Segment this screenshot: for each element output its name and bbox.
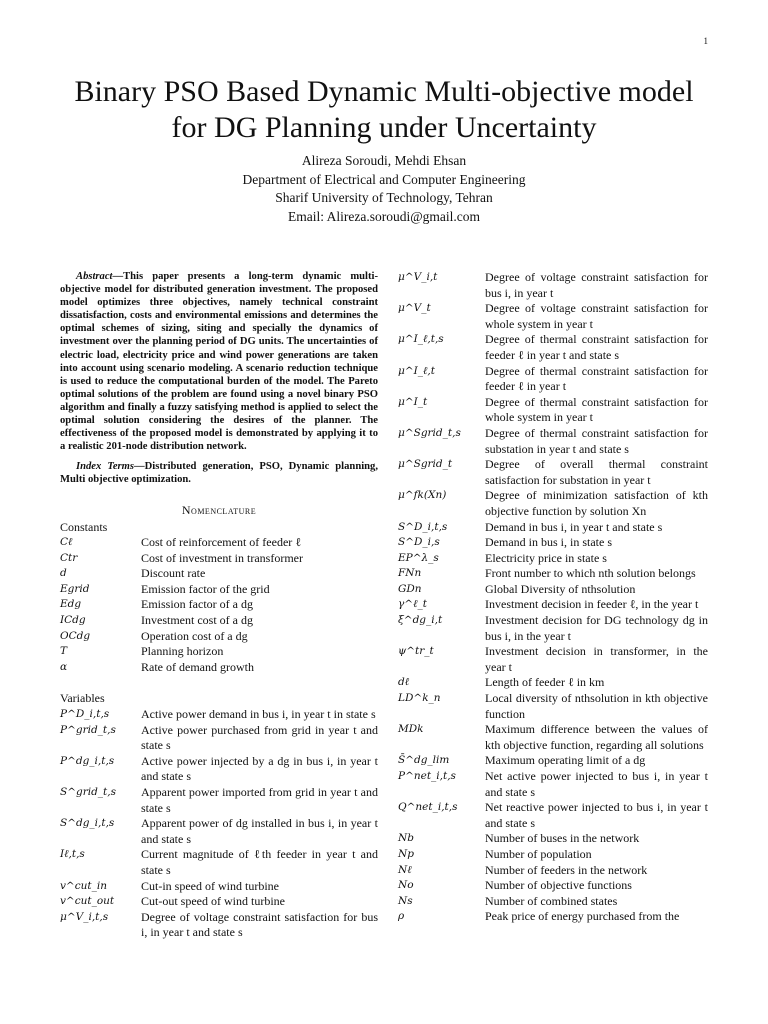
nomenclature-symbol: Iℓ,t,s bbox=[60, 848, 85, 861]
index-terms-text: —Distributed generation, PSO, Dynamic planning, Multi objective optimization. bbox=[60, 461, 378, 486]
nomenclature-description: Apparent power of dg installed in bus i, in year t and state s bbox=[141, 816, 378, 846]
nomenclature-symbol: P^D_i,t,s bbox=[60, 708, 110, 721]
nomenclature-symbol: μ^I_t bbox=[398, 395, 428, 408]
abstract-label: Abstract bbox=[76, 271, 113, 282]
nomenclature-description: Rate of demand growth bbox=[141, 659, 254, 674]
right-nomenclature-list bbox=[398, 270, 708, 925]
nomenclature-description: Investment decision for DG technology dg in bus i, in the year t bbox=[485, 613, 708, 643]
nomenclature-entry bbox=[398, 894, 708, 910]
nomenclature-description: Demand in bus i, in state s bbox=[485, 535, 612, 550]
nomenclature-entry bbox=[398, 270, 708, 301]
nomenclature-entry bbox=[398, 488, 708, 519]
nomenclature-description: Number of population bbox=[485, 846, 592, 861]
nomenclature-description: Degree of voltage constraint satisfaction for whole system in year t bbox=[485, 301, 708, 331]
nomenclature-entry bbox=[60, 660, 378, 676]
nomenclature-description: Cost of reinforcement of feeder ℓ bbox=[141, 535, 302, 550]
nomenclature-entry bbox=[398, 769, 708, 800]
nomenclature-symbol: dℓ bbox=[398, 676, 410, 689]
nomenclature-symbol: v^cut_in bbox=[60, 879, 107, 892]
nomenclature-entry bbox=[398, 847, 708, 863]
constants-list bbox=[60, 535, 378, 675]
nomenclature-description: Net reactive power injected to bus i, in year t and state s bbox=[485, 800, 708, 830]
right-column bbox=[398, 270, 708, 925]
author-email: Email: Alireza.soroudi@gmail.com bbox=[287, 208, 480, 224]
nomenclature-entry bbox=[60, 910, 378, 941]
nomenclature-description: Cut-out speed of wind turbine bbox=[141, 894, 285, 909]
abstract-text: —This paper presents a long-term dynamic multi-objective model for distributed generation investment. The proposed model optimizes three objectives, namely technical constraint dissatisfaction, costs and environmental emissions and determines the optimal schemes of sizing, siting and specially the dynamics of investment over the planning period of DG units. The uncertainties of electric load, electricity price and wind power generations are taken into account using scenario modeling. A scenario reduction technique is used to reduce the computational burden of the model. The Pareto optimal solutions of the problem are found using a novel binary PSO algorithm and finally a fuzzy satisfying method is applied to select the optimal solution considering the desires of the planner. The effectiveness of the proposed model is demonstrated by applying it to a realistic 201-node distribution network. bbox=[60, 271, 378, 453]
nomenclature-symbol: α bbox=[60, 660, 68, 673]
constants-heading: Constants bbox=[60, 519, 108, 534]
nomenclature-description: Peak price of energy purchased from the bbox=[485, 909, 680, 924]
nomenclature-symbol: μ^fk(Xn) bbox=[398, 489, 447, 502]
nomenclature-symbol: Q^net_i,t,s bbox=[398, 801, 458, 814]
nomenclature-description: Degree of thermal constraint satisfaction for feeder ℓ in year t and state s bbox=[485, 332, 708, 362]
nomenclature-entry bbox=[398, 582, 708, 598]
nomenclature-description: Investment decision in transformer, in the year t bbox=[485, 644, 708, 674]
nomenclature-description: Discount rate bbox=[141, 566, 206, 581]
nomenclature-description: Global Diversity of nthsolution bbox=[485, 581, 636, 596]
nomenclature-description: Emission factor of the grid bbox=[141, 581, 270, 596]
nomenclature-symbol: Nb bbox=[398, 832, 414, 845]
nomenclature-symbol: μ^Sgrid_t bbox=[398, 458, 453, 471]
nomenclature-symbol: EP^λ_s bbox=[398, 551, 439, 564]
nomenclature-description: Maximum difference between the values of kth objective function, regarding all solutions bbox=[485, 722, 708, 752]
paper-title bbox=[40, 74, 728, 146]
nomenclature-entry bbox=[398, 566, 708, 582]
nomenclature-description: Degree of thermal constraint satisfaction for substation in year t and state s bbox=[485, 425, 708, 456]
nomenclature-entry bbox=[398, 426, 708, 457]
nomenclature-entry bbox=[398, 395, 708, 426]
nomenclature-description: Current magnitude of ℓth feeder in year t and state s bbox=[141, 847, 378, 877]
nomenclature-description: Investment cost of a dg bbox=[141, 613, 253, 628]
nomenclature-entry bbox=[60, 644, 378, 660]
nomenclature-description: Operation cost of a dg bbox=[141, 628, 248, 643]
nomenclature-heading: Nomenclature bbox=[181, 502, 257, 517]
nomenclature-symbol: No bbox=[398, 879, 414, 892]
nomenclature-symbol: MDk bbox=[398, 723, 424, 736]
title-line-2: for DG Planning under Uncertainty bbox=[171, 111, 597, 144]
nomenclature-symbol: S^D_i,s bbox=[398, 536, 440, 549]
nomenclature-description: Degree of thermal constraint satisfaction for whole system in year t bbox=[485, 394, 708, 425]
nomenclature-description: Active power demand in bus i, in year t in state s bbox=[141, 707, 376, 722]
nomenclature-symbol: μ^Sgrid_t,s bbox=[398, 426, 461, 439]
nomenclature-description: Planning horizon bbox=[141, 644, 224, 659]
nomenclature-symbol: d bbox=[60, 567, 67, 580]
index-terms-label: Index Terms bbox=[76, 461, 135, 473]
title-line-1: Binary PSO Based Dynamic Multi-objective model bbox=[74, 75, 694, 108]
nomenclature-description: Number of buses in the network bbox=[485, 831, 640, 846]
nomenclature-description: Number of feeders in the network bbox=[485, 862, 648, 877]
nomenclature-description: Number of objective functions bbox=[485, 878, 632, 893]
nomenclature-symbol: Ns bbox=[398, 894, 413, 907]
nomenclature-description: Maximum operating limit of a dg bbox=[485, 753, 646, 768]
nomenclature-symbol: Ctr bbox=[60, 551, 78, 564]
nomenclature-entry bbox=[60, 879, 378, 895]
nomenclature-entry bbox=[60, 629, 378, 645]
nomenclature-entry bbox=[60, 566, 378, 582]
nomenclature-entry bbox=[398, 831, 708, 847]
nomenclature-entry bbox=[398, 597, 708, 613]
nomenclature-symbol: P^dg_i,t,s bbox=[60, 754, 115, 767]
nomenclature-entry bbox=[398, 909, 708, 925]
nomenclature-description: Length of feeder ℓ in km bbox=[485, 675, 605, 690]
nomenclature-entry bbox=[398, 722, 708, 753]
variables-heading: Variables bbox=[60, 691, 105, 706]
nomenclature-entry bbox=[398, 613, 708, 644]
nomenclature-symbol: T bbox=[60, 645, 68, 658]
nomenclature-description: Front number to which nth solution belongs bbox=[485, 566, 696, 581]
nomenclature-symbol: P^net_i,t,s bbox=[398, 770, 456, 782]
nomenclature-entry bbox=[60, 551, 378, 567]
nomenclature-entry bbox=[398, 691, 708, 722]
nomenclature-entry bbox=[398, 457, 708, 488]
nomenclature-description: Investment decision in feeder ℓ, in the year t bbox=[485, 597, 699, 612]
nomenclature-description: Cut-in speed of wind turbine bbox=[141, 878, 279, 893]
nomenclature-entry bbox=[398, 364, 708, 395]
nomenclature-entry bbox=[60, 754, 378, 785]
nomenclature-symbol: μ^I_ℓ,t bbox=[398, 364, 435, 377]
nomenclature-entry bbox=[398, 878, 708, 894]
nomenclature-description: Degree of thermal constraint satisfaction for feeder ℓ in year t bbox=[485, 363, 708, 394]
nomenclature-description: Active power purchased from grid in year t and state s bbox=[141, 722, 378, 753]
nomenclature-symbol: Edg bbox=[60, 598, 82, 611]
nomenclature-symbol: μ^V_i,t,s bbox=[60, 910, 109, 923]
nomenclature-entry bbox=[398, 301, 708, 332]
nomenclature-symbol: S^D_i,t,s bbox=[398, 520, 448, 533]
nomenclature-symbol: Nℓ bbox=[398, 863, 412, 876]
nomenclature-symbol: S̄^dg_lim bbox=[398, 754, 450, 767]
nomenclature-entry bbox=[60, 847, 378, 878]
nomenclature-description: Demand in bus i, in year t and state s bbox=[485, 519, 663, 534]
nomenclature-symbol: Egrid bbox=[60, 582, 90, 595]
nomenclature-symbol: ψ^tr_t bbox=[398, 645, 434, 658]
nomenclature-symbol: LD^k_n bbox=[398, 692, 441, 705]
nomenclature-entry bbox=[398, 644, 708, 675]
left-column bbox=[60, 270, 378, 941]
nomenclature-description: Active power injected by a dg in bus i, in year t and state s bbox=[141, 753, 378, 784]
nomenclature-entry bbox=[398, 332, 708, 363]
nomenclature-symbol: S^dg_i,t,s bbox=[60, 817, 115, 830]
nomenclature-entry bbox=[60, 816, 378, 847]
nomenclature-description: Emission factor of a dg bbox=[141, 597, 253, 612]
nomenclature-entry bbox=[60, 707, 378, 723]
abstract bbox=[60, 270, 378, 453]
nomenclature-symbol: GDn bbox=[398, 582, 422, 595]
nomenclature-entry bbox=[60, 597, 378, 613]
nomenclature-entry bbox=[398, 535, 708, 551]
nomenclature-entry bbox=[398, 800, 708, 831]
nomenclature-symbol: μ^I_ℓ,t,s bbox=[398, 333, 444, 346]
nomenclature-symbol: P^grid_t,s bbox=[60, 723, 116, 736]
author-block bbox=[0, 152, 768, 226]
nomenclature-entry bbox=[398, 551, 708, 567]
nomenclature-symbol: Np bbox=[398, 847, 414, 860]
nomenclature-symbol: γ^ℓ_t bbox=[398, 598, 427, 611]
nomenclature-symbol: v^cut_out bbox=[60, 895, 115, 908]
nomenclature-symbol: ICdg bbox=[60, 614, 86, 627]
nomenclature-symbol: ξ^dg_i,t bbox=[398, 614, 443, 627]
nomenclature-entry bbox=[398, 753, 708, 769]
nomenclature-description: Degree of voltage constraint satisfaction for bus i, in year t and state s bbox=[141, 909, 378, 940]
nomenclature-entry bbox=[398, 675, 708, 691]
nomenclature-entry bbox=[60, 582, 378, 598]
nomenclature-symbol: OCdg bbox=[60, 629, 91, 642]
author-names: Alireza Soroudi, Mehdi Ehsan bbox=[301, 153, 467, 168]
nomenclature-entry bbox=[60, 535, 378, 551]
nomenclature-description: Degree of overall thermal constraint satisfaction for substation in year t bbox=[485, 457, 708, 487]
nomenclature-description: Number of combined states bbox=[485, 893, 618, 908]
page-number: 1 bbox=[703, 36, 708, 46]
nomenclature-description: Degree of minimization satisfaction of kth objective function by solution Xn bbox=[485, 488, 708, 518]
nomenclature-description: Net active power injected to bus i, in year t and state s bbox=[485, 769, 708, 799]
nomenclature-entry bbox=[398, 863, 708, 879]
nomenclature-entry bbox=[398, 520, 708, 536]
nomenclature-description: Degree of voltage constraint satisfaction for bus i, in year t bbox=[485, 270, 708, 300]
nomenclature-entry bbox=[60, 613, 378, 629]
nomenclature-entry bbox=[60, 894, 378, 910]
nomenclature-symbol: S^grid_t,s bbox=[60, 786, 117, 798]
nomenclature-symbol: μ^V_t bbox=[398, 302, 431, 315]
author-department: Department of Electrical and Computer Engineering bbox=[242, 171, 526, 187]
nomenclature-description: Electricity price in state s bbox=[485, 550, 607, 565]
nomenclature-description: Cost of investment in transformer bbox=[141, 550, 303, 565]
index-terms bbox=[60, 460, 378, 486]
nomenclature-symbol: μ^V_i,t bbox=[398, 271, 438, 283]
nomenclature-description: Local diversity of nthsolution in kth objective function bbox=[485, 691, 708, 721]
variables-list bbox=[60, 707, 378, 941]
nomenclature-symbol: ρ bbox=[398, 910, 405, 923]
nomenclature-entry bbox=[60, 785, 378, 816]
nomenclature-symbol: Cℓ bbox=[60, 536, 73, 549]
nomenclature-description: Apparent power imported from grid in year t and state s bbox=[141, 785, 378, 815]
nomenclature-symbol: FNn bbox=[398, 567, 422, 580]
author-university: Sharif University of Technology, Tehran bbox=[275, 190, 493, 205]
nomenclature-entry bbox=[60, 723, 378, 754]
